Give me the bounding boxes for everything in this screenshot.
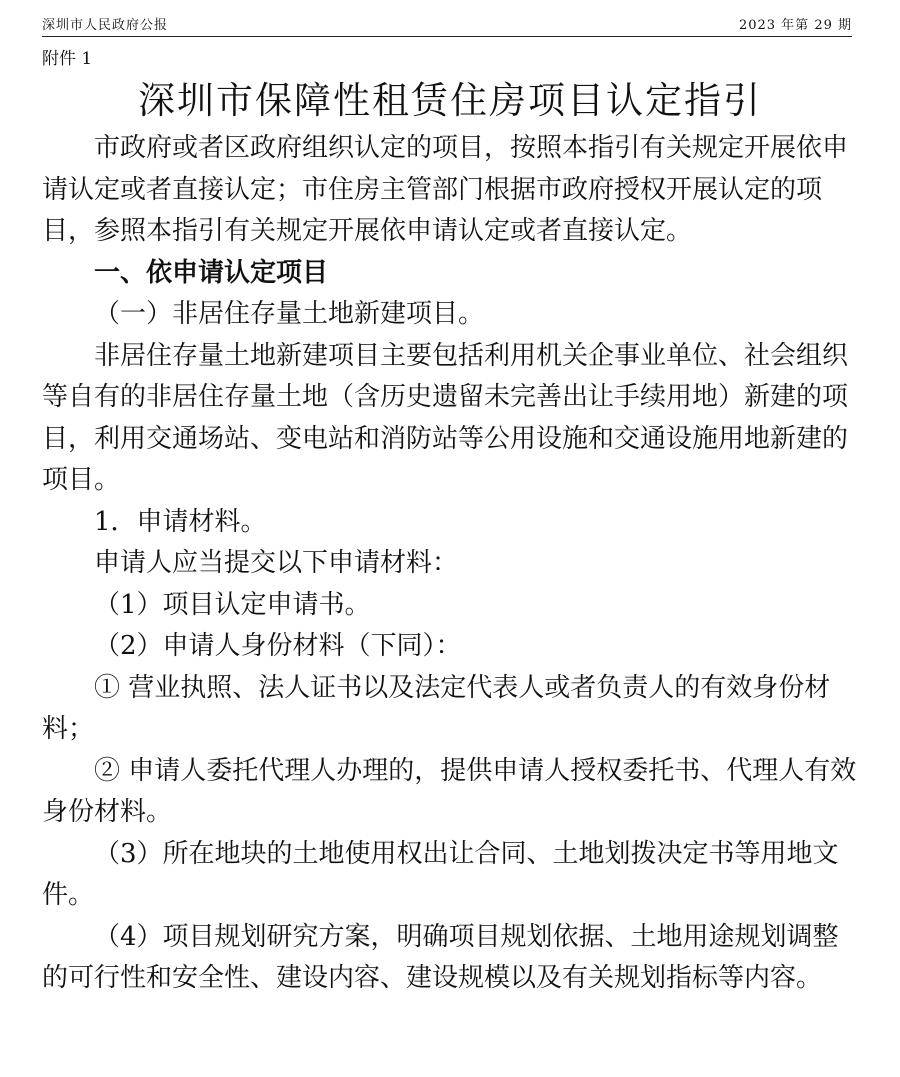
list-item: ② 申请人委托代理人办理的，提供申请人授权委托书、代理人有效身份材料。 [42, 755, 857, 827]
running-header [42, 14, 852, 37]
intro-paragraph: 市政府或者区政府组织认定的项目，按照本指引有关规定开展依申请认定或者直接认定；市住房主管部门根据市政府授权开展认定的项目，参照本指引有关规定开展依申请认定或者直接认定。 [42, 133, 849, 246]
item-heading: 1．申请材料。 [94, 506, 267, 537]
subsection-heading: （一）非居住存量土地新建项目。 [94, 299, 485, 329]
document-title: 深圳市保障性租赁住房项目认定指引 [138, 79, 762, 122]
document-body [42, 128, 862, 1000]
list-item: （4）项目规划研究方案，明确项目规划依据、土地用途规划调整的可行性和安全性、建设内容、建设规模以及有关规划指标等内容。 [42, 921, 839, 993]
list-item: （3）所在地块的土地使用权出让合同、土地划拨决定书等用地文件。 [42, 838, 839, 910]
attachment-label: 附件 1 [42, 49, 93, 69]
list-item: （2）申请人身份材料（下同）： [94, 631, 462, 661]
body-paragraph: 申请人应当提交以下申请材料： [94, 548, 459, 578]
section-heading: 一、依申请认定项目 [94, 257, 329, 288]
body-paragraph: 非居住存量土地新建项目主要包括利用机关企事业单位、社会组织等自有的非居住存量土地（含历史遗留未完善出让手续用地）新建的项目，利用交通场站、变电站和消防站等公用设施和交通设施用地新建的项目。 [42, 340, 849, 495]
publication-name: 深圳市人民政府公报 [42, 18, 169, 33]
issue-number: 2023 年第 29 期 [738, 18, 852, 33]
list-item: （1）项目认定申请书。 [94, 589, 371, 620]
list-item: ① 营业执照、法人证书以及法定代表人或者负责人的有效身份材料； [42, 672, 831, 744]
